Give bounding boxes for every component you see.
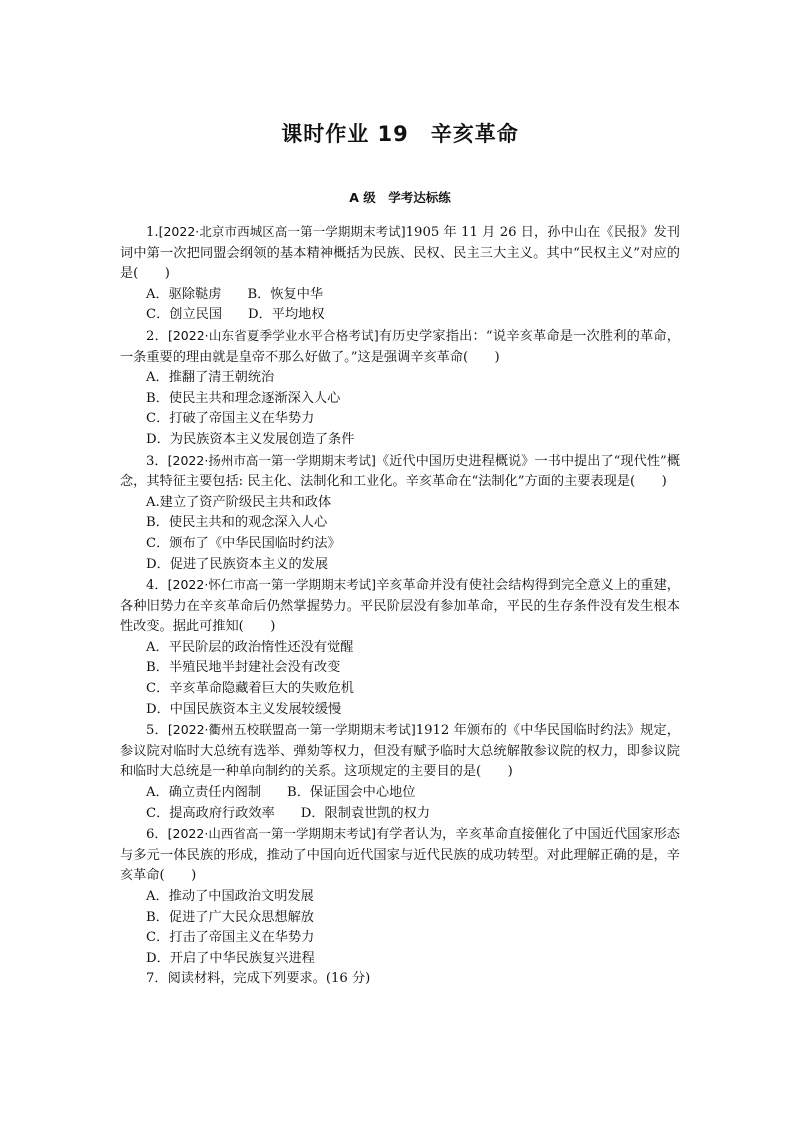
option-c[interactable]: C．打击了帝国主义在华势力 <box>146 930 315 946</box>
option-d[interactable]: D．开启了中华民族复兴进程 <box>146 950 315 966</box>
question-number: 3． <box>146 453 168 469</box>
option-d[interactable]: D．为民族资本主义发展创造了条件 <box>146 431 355 447</box>
question-stem <box>120 575 680 638</box>
question-1 <box>120 222 680 326</box>
option-row <box>120 804 680 825</box>
option-b[interactable]: B．半殖民地半封建社会没有改变 <box>146 660 341 676</box>
question-number: 1. <box>146 225 159 240</box>
option-row <box>120 783 680 804</box>
question-source: [2022·怀仁市高一第一学期期末考试] <box>167 577 377 593</box>
question-3 <box>120 451 680 576</box>
question-number: 5． <box>146 723 168 739</box>
question-stem <box>120 222 680 285</box>
option-b[interactable]: B．保证国会中心地位 <box>287 785 416 801</box>
option-c[interactable]: C．颁布了《中华民国临时约法》 <box>146 535 341 551</box>
option-b[interactable]: B．促进了广大民众思想解放 <box>146 909 314 925</box>
option-c[interactable]: C．创立民国 <box>146 307 223 323</box>
option-a[interactable]: A．驱除鞑虏 <box>146 286 222 302</box>
question-text: 辛亥革命并没有使社会结构得到完全意义上的重建，各种旧势力在辛亥革命后仍然掌握势力。平民阶层没有参加革命，平民的生存条件没有发生根本性改变。据此可推知( ) <box>120 578 680 635</box>
question-text: 《近代中国历史进程概说》一书中提出了“现代性”概念，其特征主要包括: 民主化、法制化和工业化。辛亥革命在“法制化”方面的主要表现是( ) <box>120 453 681 490</box>
question-number: 4． <box>146 578 168 594</box>
question-text: 1905 年 11 月 26 日，孙中山在《民报》发刊词中第一次把同盟会纲领的基本精神概括为民族、民权、民主三大主义。其中“民权主义”对应的是( ) <box>120 225 680 282</box>
question-5 <box>120 720 680 824</box>
question-source: [2022·山东省夏季学业水平合格考试] <box>167 327 379 343</box>
section-level-heading: A 级 学考达标练 <box>349 190 451 205</box>
option-d[interactable]: D．促进了民族资本主义的发展 <box>146 556 329 572</box>
option-a[interactable]: A．平民阶层的政治惰性还没有觉醒 <box>146 639 354 655</box>
option-d[interactable]: D．限制袁世凯的权力 <box>300 805 431 821</box>
option-d[interactable]: D．中国民族资本主义发展较缓慢 <box>146 701 342 717</box>
option-a[interactable]: A.建立了资产阶级民主共和政体 <box>146 494 332 510</box>
option-c[interactable]: C．打破了帝国主义在华势力 <box>146 411 315 427</box>
question-text: 有学者认为，辛亥革命直接催化了中国近代国家形态与多元一体民族的形成，推动了中国向近代国家与近代民族的成功转型。对此理解正确的是，辛亥革命( ) <box>120 827 680 884</box>
question-source: [2022·北京市西城区高一第一学期期末考试] <box>158 224 406 239</box>
question-stem <box>120 451 680 493</box>
question-source: [2022·山西省高一第一学期期末考试] <box>167 826 377 842</box>
option-c[interactable]: C．提高政府行政效率 <box>146 805 275 821</box>
question-2 <box>120 326 680 451</box>
question-text: 阅读材料，完成下列要求。(16 分) <box>167 971 371 987</box>
question-stem <box>120 326 680 368</box>
worksheet-page <box>120 118 680 990</box>
question-source: [2022·衢州五校联盟高一第一学期期末考试] <box>167 722 416 738</box>
question-number: 7． <box>146 971 168 987</box>
option-a[interactable]: A．推翻了清王朝统治 <box>146 370 275 386</box>
question-6 <box>120 824 680 969</box>
option-b[interactable]: B．恢复中华 <box>247 286 324 302</box>
question-4 <box>120 575 680 720</box>
question-text: 1912 年颁布的《中华民国临时约法》规定，参议院对临时大总统有选举、弹劾等权力，但没有赋予临时大总统解散参议院的权力，即参议院和临时大总统是一种单向制约的关系。这项规定的主要目的是( ) <box>120 723 680 780</box>
question-stem <box>120 720 680 783</box>
option-b[interactable]: B．使民主共和理念逐渐深入人心 <box>146 390 341 406</box>
option-b[interactable]: B．使民主共和的观念深入人心 <box>146 515 328 531</box>
question-source: [2022·扬州市高一第一学期期末考试] <box>167 452 376 468</box>
option-d[interactable]: D．平均地权 <box>248 307 325 323</box>
question-7 <box>120 969 680 990</box>
option-a[interactable]: A．确立责任内阁制 <box>146 785 262 801</box>
question-number: 2． <box>146 328 168 344</box>
question-stem <box>120 824 680 887</box>
option-c[interactable]: C．辛亥革命隐藏着巨大的失败危机 <box>146 681 354 697</box>
page-title: 课时作业 19 辛亥革命 <box>281 122 519 146</box>
option-row <box>120 285 680 306</box>
option-row <box>120 305 680 326</box>
question-stem <box>120 969 680 990</box>
option-a[interactable]: A．推动了中国政治文明发展 <box>146 889 314 904</box>
question-text: 有历史学家指出：“说辛亥革命是一次胜利的革命，一条重要的理由就是皇帝不那么好做了。”这是强调辛亥革命( ) <box>120 328 680 365</box>
question-number: 6． <box>146 827 168 843</box>
